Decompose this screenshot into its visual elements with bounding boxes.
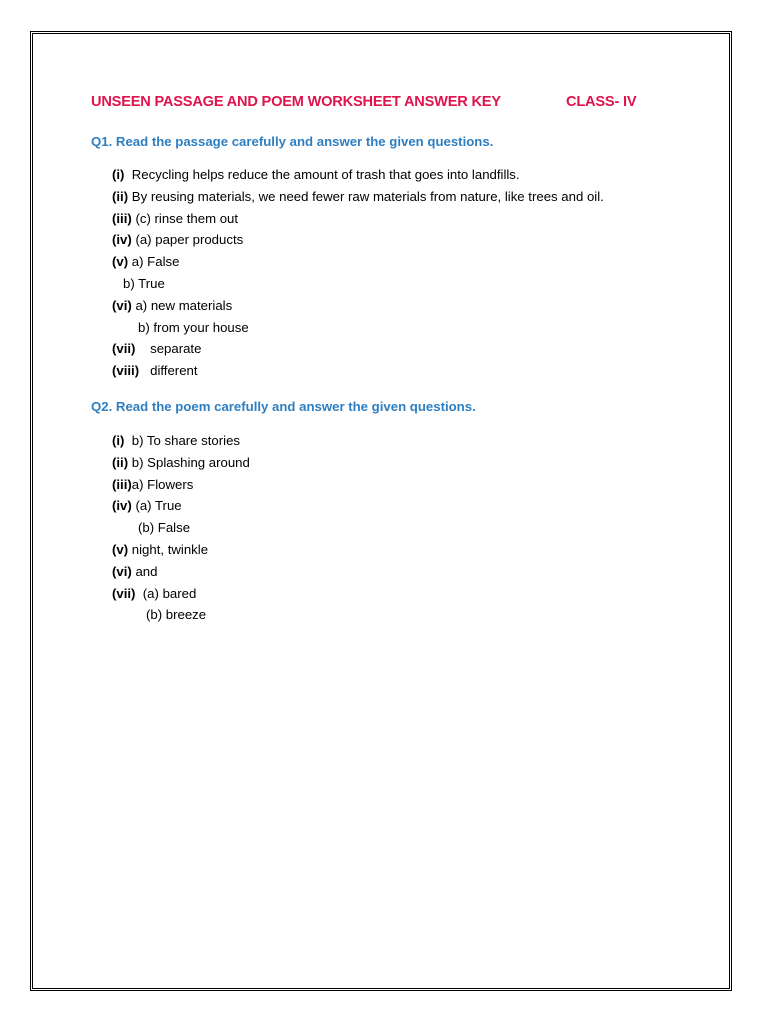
answer-line xyxy=(112,317,604,339)
answer-text: By reusing materials, we need fewer raw materials from nature, like trees and oil. xyxy=(131,188,604,204)
answer-text: b) Splashing around xyxy=(131,454,250,470)
answer-text: b) To share stories xyxy=(131,433,241,448)
answer-number: (iii) xyxy=(112,210,132,226)
title-row xyxy=(91,94,651,116)
answer-number: (vi) xyxy=(112,297,132,313)
answer-number: (i) xyxy=(112,433,125,448)
q2-heading: Q2. Read the poem carefully and answer the given questions. xyxy=(91,399,476,414)
answer-line xyxy=(112,517,250,539)
answer-number: (vii) xyxy=(112,341,136,357)
q1-heading: Q1. Read the passage carefully and answer the given questions. xyxy=(91,134,494,149)
answer-text: and xyxy=(135,563,158,579)
answer-number: (iv) xyxy=(112,232,132,248)
answer-line xyxy=(112,295,604,317)
answer-number: (iv) xyxy=(112,498,132,514)
answer-number: (v) xyxy=(112,541,129,557)
answer-line xyxy=(112,474,250,496)
answer-line xyxy=(112,583,250,605)
answer-text: separate xyxy=(150,341,202,357)
answer-number: (ii) xyxy=(112,188,129,204)
answer-text: b) True xyxy=(123,275,165,291)
answer-number: (ii) xyxy=(112,454,129,470)
answer-line xyxy=(112,360,604,382)
answer-line xyxy=(112,186,604,208)
q1-answers xyxy=(112,164,604,382)
answer-line xyxy=(112,452,250,474)
answer-number: (v) xyxy=(112,254,129,270)
answer-number: (vii) xyxy=(112,585,136,601)
answer-text: different xyxy=(150,363,198,379)
answer-text: (b) False xyxy=(138,520,191,536)
answer-line xyxy=(112,539,250,561)
class-label: CLASS- IV xyxy=(566,94,637,110)
answer-text: Recycling helps reduce the amount of trash that goes into landfills. xyxy=(131,167,520,182)
answer-text: (a) bared xyxy=(142,585,197,601)
answer-number: (vi) xyxy=(112,563,132,579)
worksheet-title: UNSEEN PASSAGE AND POEM WORKSHEET ANSWER KEY xyxy=(91,94,501,110)
answer-text: b) from your house xyxy=(138,319,249,335)
answer-line xyxy=(112,338,604,360)
answer-line xyxy=(112,430,250,452)
answer-text: (a) paper products xyxy=(135,232,244,248)
answer-line xyxy=(112,604,250,626)
answer-line xyxy=(112,561,250,583)
answer-text: (b) breeze xyxy=(146,607,207,623)
answer-text: a) new materials xyxy=(135,297,233,313)
answer-number: (viii) xyxy=(112,363,140,379)
q2-answers xyxy=(112,430,250,626)
answer-line xyxy=(112,164,604,186)
answer-text: a) Flowers xyxy=(131,476,194,492)
answer-line xyxy=(112,273,604,295)
answer-text: night, twinkle xyxy=(131,541,209,557)
answer-line xyxy=(112,251,604,273)
answer-text: (a) True xyxy=(135,498,182,514)
answer-text: a) False xyxy=(131,254,180,270)
answer-line xyxy=(112,495,250,517)
answer-line xyxy=(112,208,604,230)
answer-number: (iii) xyxy=(112,476,132,492)
answer-text: (c) rinse them out xyxy=(135,210,239,226)
answer-number: (i) xyxy=(112,167,125,182)
answer-line xyxy=(112,229,604,251)
